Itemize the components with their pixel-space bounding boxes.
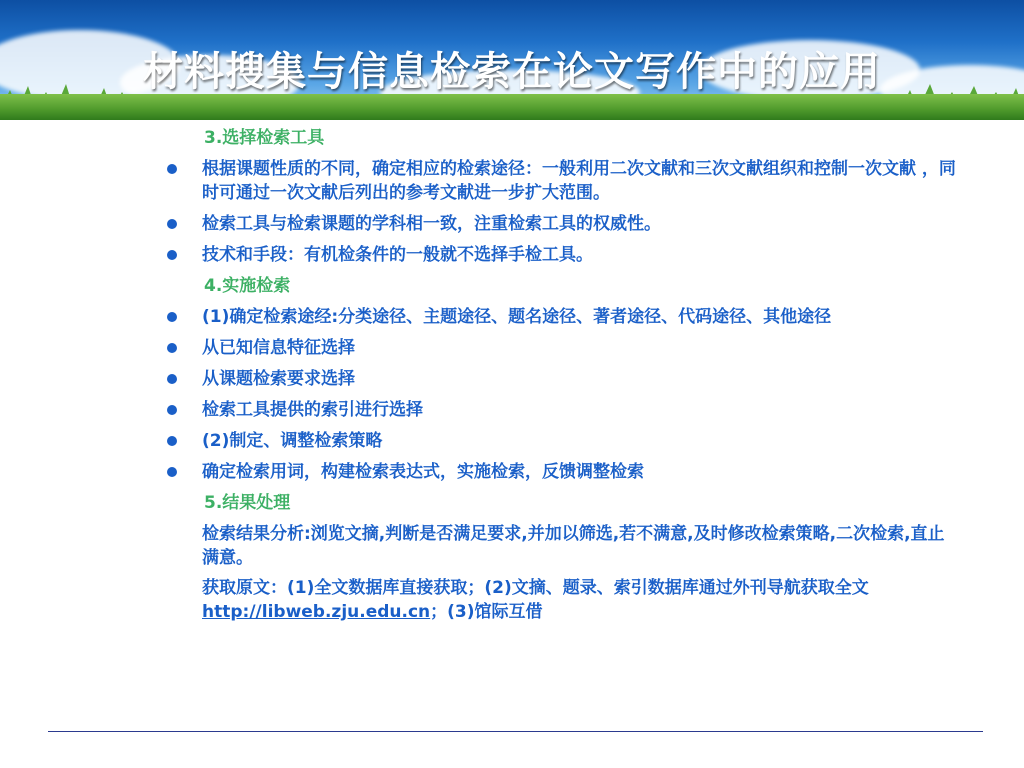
list-item-text: 确定检索用词，构建检索表达式，实施检索，反馈调整检索 — [202, 462, 644, 482]
list-item — [160, 243, 960, 267]
list-item-text: (1)确定检索途经:分类途径、主题途径、题名途径、著者途径、代码途径、其他途径 — [202, 307, 832, 327]
list-item — [160, 398, 960, 422]
list-item-text: 从课题检索要求选择 — [202, 369, 355, 389]
bullet-icon — [167, 219, 177, 229]
bullet-icon — [167, 164, 177, 174]
list-item — [160, 367, 960, 391]
list-item-text: 从已知信息特征选择 — [202, 338, 355, 358]
list-item-text: 根据课题性质的不同，确定相应的检索途径：一般利用二次文献和三次文献组织和控制一次文献 ，同时可通过一次文献后列出的参考文献进一步扩大范围。 — [202, 159, 956, 203]
list-item — [160, 336, 960, 360]
list-item-text: 检索工具提供的索引进行选择 — [202, 400, 423, 420]
list-item — [160, 212, 960, 236]
list-item — [160, 429, 960, 453]
bullet-icon — [167, 312, 177, 322]
bullet-icon — [167, 405, 177, 415]
list-item-text: 技术和手段：有机检条件的一般就不选择手检工具。 — [202, 245, 593, 265]
section-heading-5: 5.结果处理 — [204, 493, 291, 513]
bullet-icon — [167, 436, 177, 446]
list-item — [160, 157, 960, 205]
list-item-text: 检索工具与检索课题的学科相一致，注重检索工具的权威性。 — [202, 214, 661, 234]
grass-strip — [0, 94, 1024, 120]
fulltext-text-end: ；(3)馆际互借 — [430, 602, 543, 622]
title-banner — [0, 0, 1024, 120]
list-item — [160, 305, 960, 329]
fulltext-text: 获取原文：(1)全文数据库直接获取；(2)文摘、题录、索引数据库通过外刊导航获取全文 — [202, 578, 869, 598]
fulltext-paragraph — [160, 576, 960, 624]
bullet-icon — [167, 374, 177, 384]
slide-body — [160, 126, 960, 630]
bullet-icon — [167, 250, 177, 260]
list-item-text: (2)制定、调整检索策略 — [202, 431, 383, 451]
section-heading-4: 4.实施检索 — [204, 276, 291, 296]
footer-divider — [48, 731, 983, 732]
library-link[interactable]: http://libweb.zju.edu.cn — [202, 602, 431, 622]
bullet-icon — [167, 467, 177, 477]
page-title: 材料搜集与信息检索在论文写作中的应用 — [143, 49, 881, 95]
list-item — [160, 460, 960, 484]
bullet-icon — [167, 343, 177, 353]
section-heading-3: 3.选择检索工具 — [204, 128, 325, 148]
result-analysis-paragraph: 检索结果分析:浏览文摘,判断是否满足要求,并加以筛选,若不满意,及时修改检索策略,二次检索,直止满意。 — [202, 524, 945, 568]
